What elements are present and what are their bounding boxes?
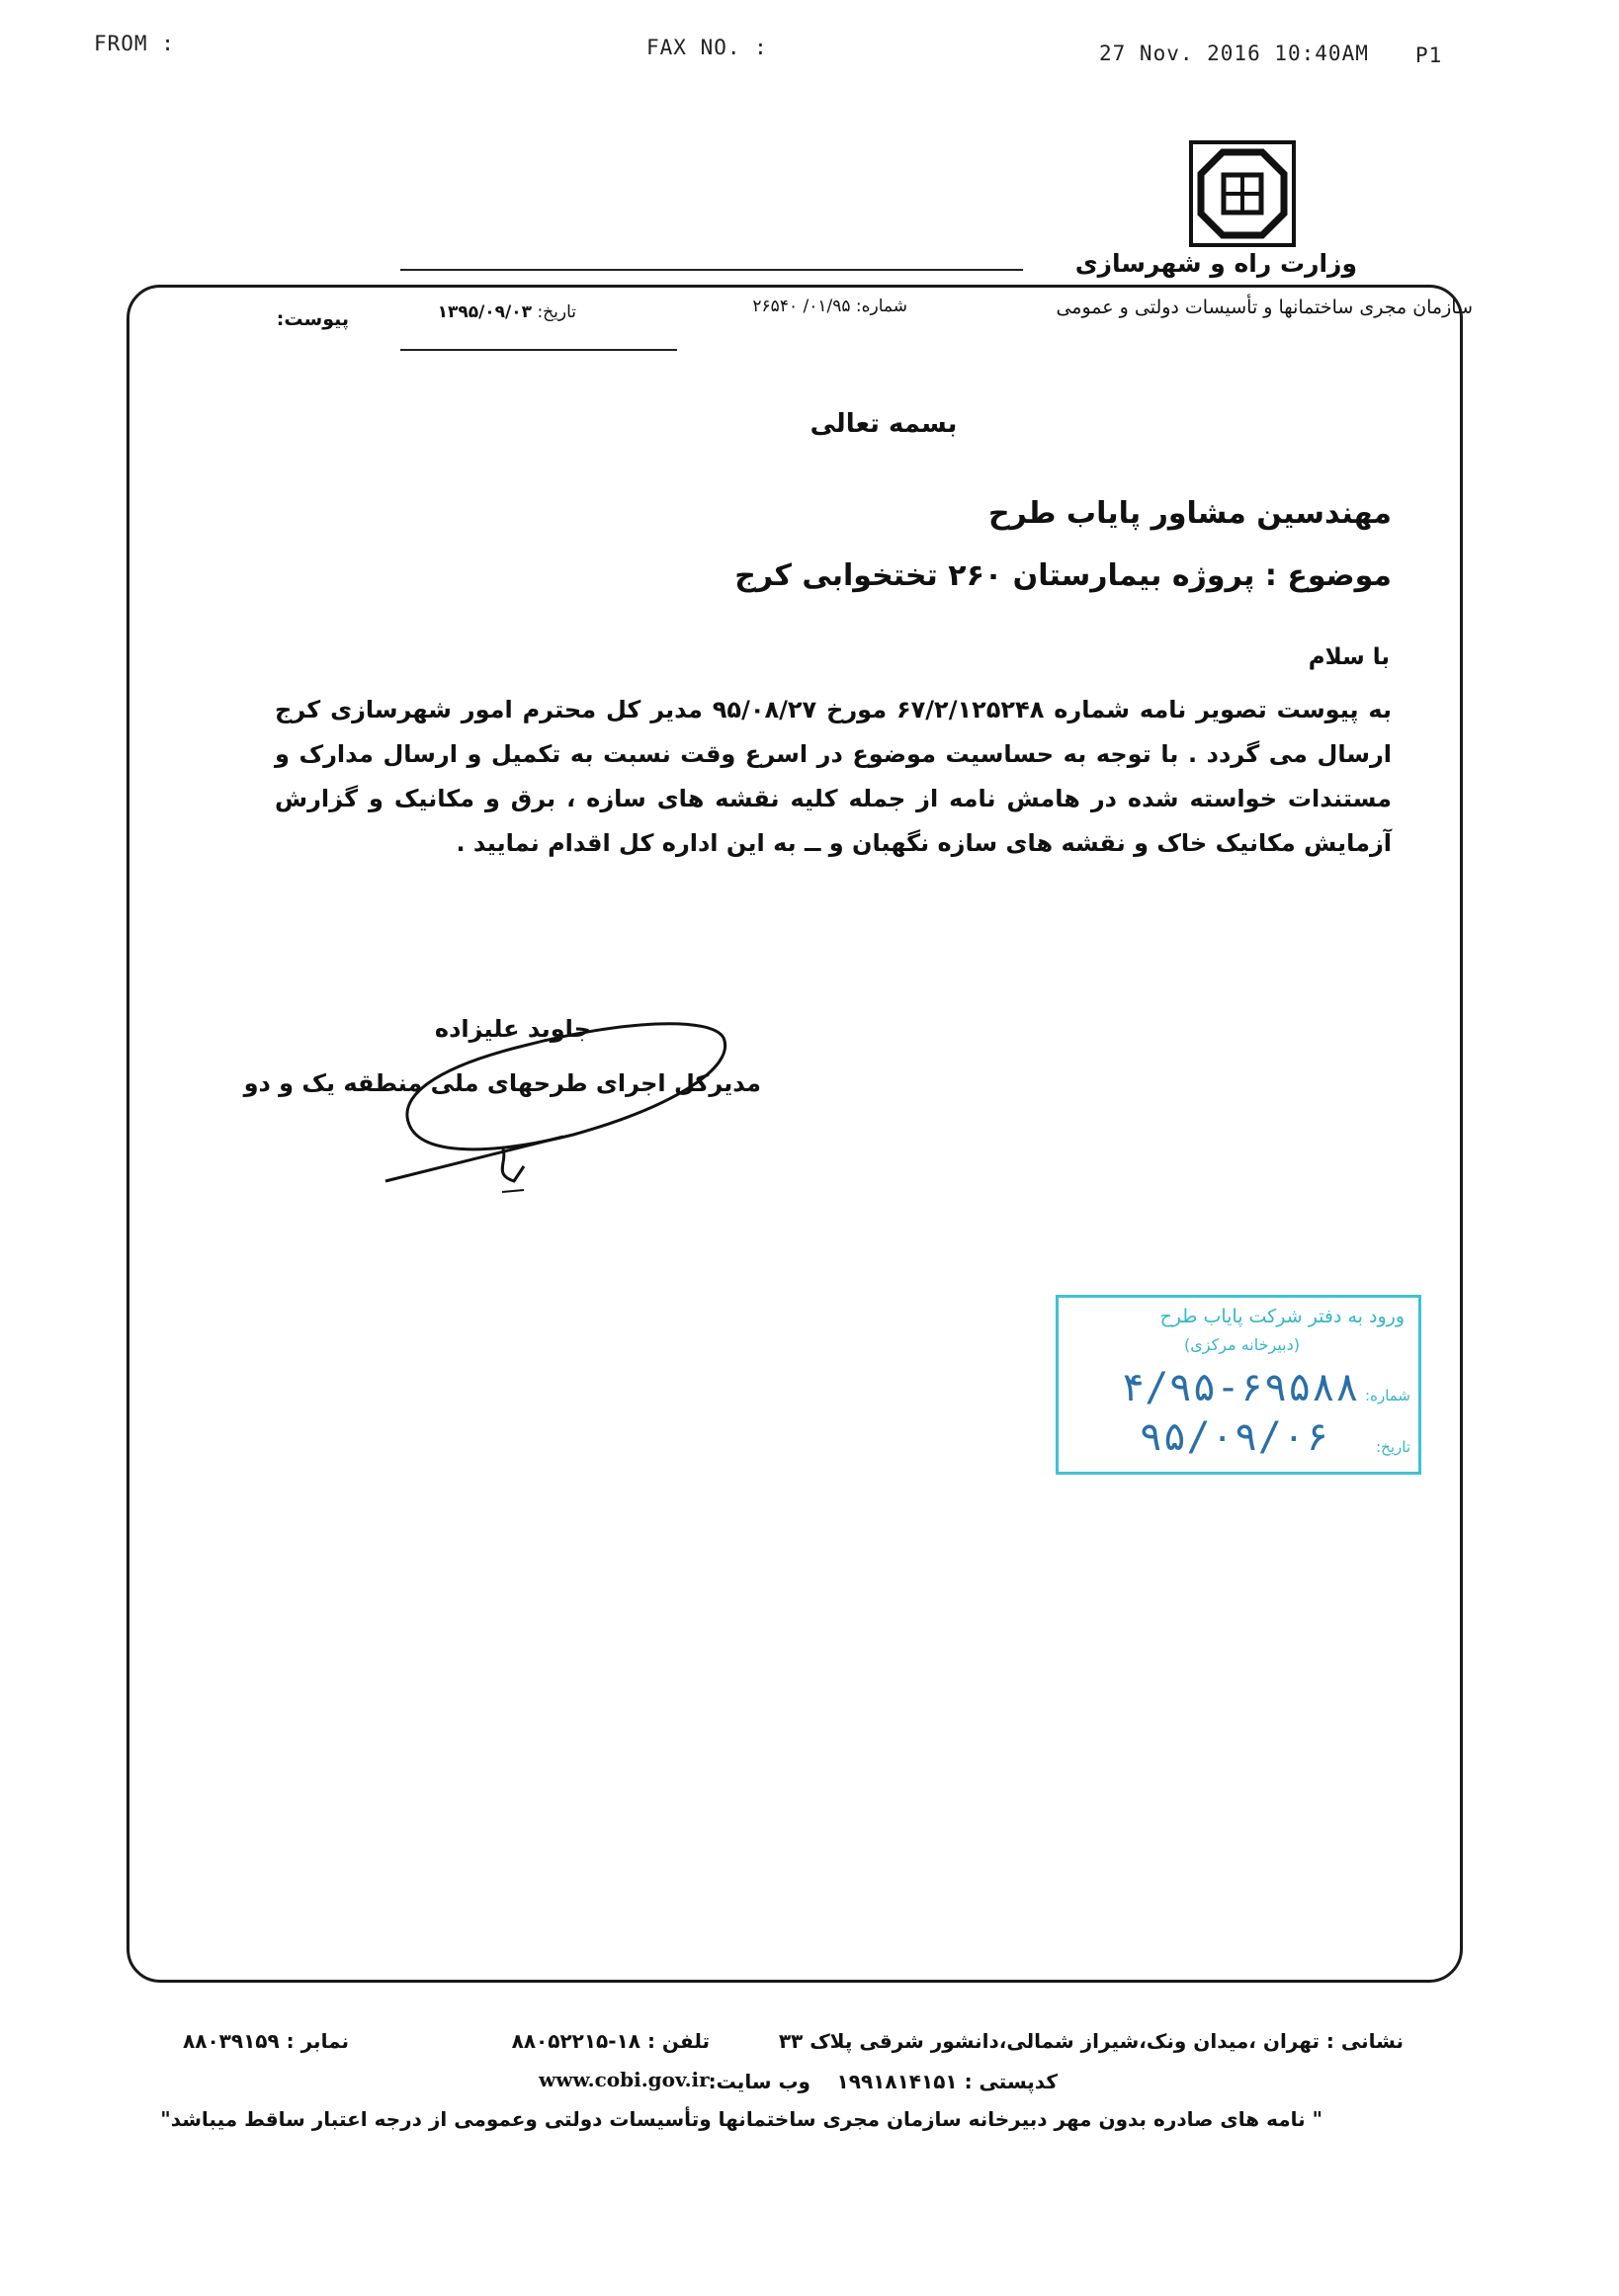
stamp-date-label: تاریخ: xyxy=(1376,1438,1410,1456)
footer-website: www.cobi.gov.ir xyxy=(539,2068,710,2091)
footer-address: نشانی : تهران ،میدان ونک،شیراز شمالی،دانشور شرقی پلاک ۳۳ xyxy=(778,2029,1404,2053)
stamp-date-value: ۹۵/۰۹/۰۶ xyxy=(1139,1414,1329,1460)
greeting: با سلام xyxy=(1308,644,1390,670)
fax-datetime: 27 Nov. 2016 10:40AM xyxy=(1099,42,1369,65)
letter-number-value: ۰۱/۹۵/ ۲۶۵۴۰ xyxy=(752,297,851,316)
signer-name: جاوید علیزاده xyxy=(434,1015,591,1043)
letter-border xyxy=(127,285,1463,1983)
letter-date-value: ۱۳۹۵/۰۹/۰۳ xyxy=(437,302,533,322)
stamp-title: ورود به دفتر شرکت پایاب طرح xyxy=(1159,1306,1405,1327)
signature-scribble xyxy=(376,998,751,1196)
invocation: بسمه تعالی xyxy=(810,409,958,439)
footer-phone: تلفن : ۱۸-۸۸۰۵۲۲۱۵ xyxy=(511,2029,710,2053)
footer-postal-code: کدپستی : ۱۹۹۱۸۱۴۱۵۱ xyxy=(836,2070,1058,2093)
letter-number-label: شماره: xyxy=(855,297,907,316)
footer-website-label: وب سایت: xyxy=(708,2070,810,2093)
subject: موضوع : پروژه بیمارستان ۲۶۰ تختخوابی کرج xyxy=(734,558,1392,593)
fax-number-label: FAX NO. : xyxy=(646,36,768,59)
footer-disclaimer: " نامه های صادره بدون مهر دبیرخانه سازمان مجری ساختمانها وتأسیسات دولتی وعمومی از درجه اعتبار ساقط میباشد" xyxy=(160,2107,1322,2131)
letter-attachment-label: پیوست: xyxy=(276,308,349,330)
header-divider xyxy=(400,269,1023,271)
organization-name: سازمان مجری ساختمانها و تأسیسات دولتی و عمومی xyxy=(1056,297,1473,318)
reception-stamp xyxy=(1056,1295,1421,1475)
footer-fax: نمابر : ۸۸۰۳۹۱۵۹ xyxy=(183,2029,349,2053)
stamp-number-label: شماره: xyxy=(1365,1387,1410,1404)
fax-page-number: P1 xyxy=(1415,43,1443,67)
ministry-name: وزارت راه و شهرسازی xyxy=(1074,249,1357,278)
stamp-number-value: ۴/۹۵-۶۹۵۸۸ xyxy=(1121,1365,1359,1410)
recipient: مهندسین مشاور پایاب طرح xyxy=(987,496,1392,531)
letter-date-label: تاریخ: xyxy=(537,302,576,322)
fax-from-label: FROM : xyxy=(94,32,175,55)
ministry-logo-icon xyxy=(1189,140,1296,247)
letter-body: به پیوست تصویر نامه شماره ۶۷/۲/۱۲۵۲۴۸ مورخ ۹۵/۰۸/۲۷ مدیر کل محترم امور شهرسازی کرج ارسال می گردد . با توجه به حساسیت موضوع در اسرع وقت نسبت به تکمیل و ارسال مدارک و مستندات خواسته شده در هامش نامه از جمله کلیه نقشه های سازه ، برق و مکانیک و گزارش آزمایش مکانیک خاک و نقشه های سازه نگهبان و ــ به این اداره کل اقدام نمایید . xyxy=(275,696,1392,857)
stamp-subtitle: (دبیرخانه مرکزی) xyxy=(1184,1335,1300,1354)
signer-title: مدیرکل اجرای طرحهای ملی منطقه یک و دو xyxy=(243,1069,761,1097)
